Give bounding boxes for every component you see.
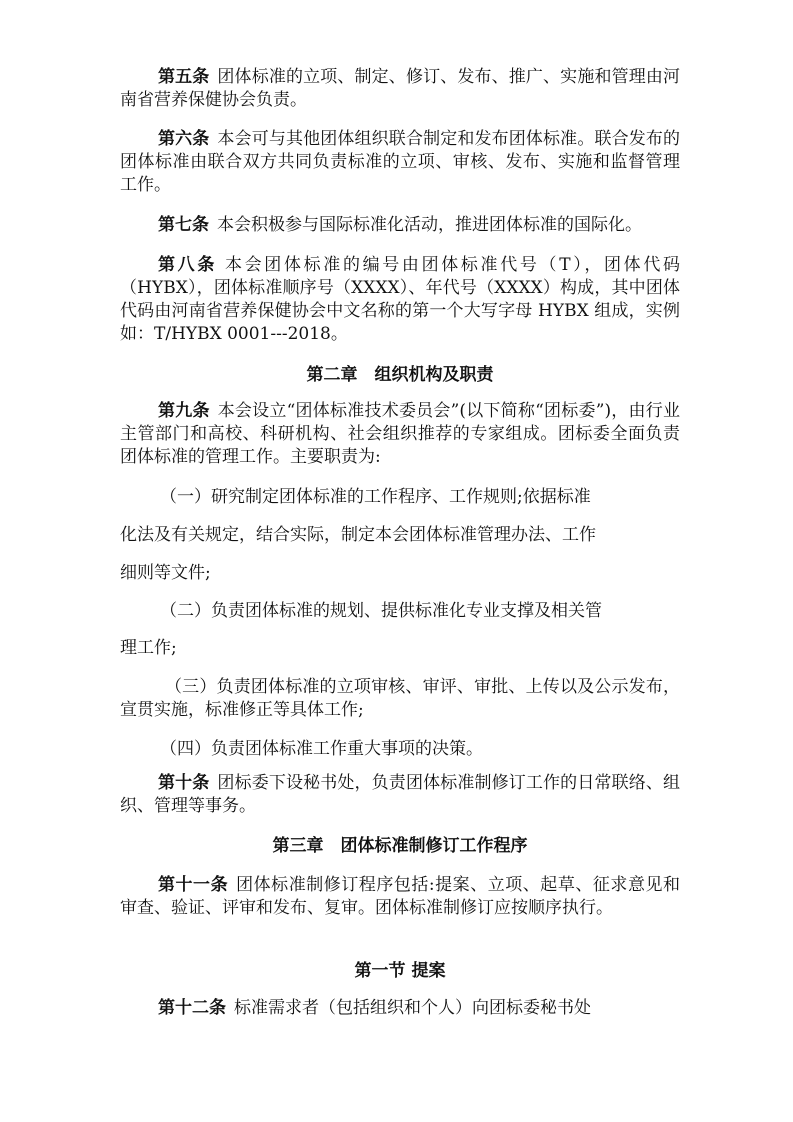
- article-label: 第八条: [158, 255, 217, 275]
- article-label: 第五条: [158, 67, 210, 87]
- article-text: 团体标准制修订程序包括:提案、立项、起草、征求意见和审查、验证、评审和发布、复审。团体标准制修订应按顺序执行。: [120, 875, 680, 918]
- duty-1-line-1: （一）研究制定团体标准的工作程序、工作规则;依据标准: [160, 487, 591, 507]
- article-7: [120, 214, 680, 237]
- duty-3: （三）负责团体标准的立项审核、审评、审批、上传以及公示发布，宣贯实施，标准修正等具体工作;: [120, 677, 680, 720]
- duty-4: （四）负责团体标准工作重大事项的决策。: [160, 739, 483, 759]
- chapter-3-heading: 第三章 团体标准制修订工作程序: [272, 836, 528, 856]
- article-11: [120, 874, 680, 920]
- duty-2-line-1: （二）负责团体标准的规划、提供标准化专业支撑及相关管: [160, 601, 602, 621]
- article-5: [120, 66, 680, 112]
- article-12: [120, 997, 680, 1020]
- article-10: [120, 772, 680, 818]
- chapter-2-heading: 第二章 组织机构及职责: [306, 365, 494, 385]
- article-label: 第十条: [158, 773, 210, 793]
- duty-1-line-3: 细则等文件;: [120, 563, 211, 583]
- duty-1-line-2: 化法及有关规定，结合实际，制定本会团体标准管理办法、工作: [120, 525, 596, 545]
- article-label: 第六条: [158, 129, 210, 149]
- article-text: 本会设立“团体标准技术委员会”(以下简称“团标委”)，由行业主管部门和高校、科研机构、社会组织推荐的专家组成。团标委全面负责团体标准的管理工作。主要职责为:: [120, 401, 681, 467]
- article-label: 第十一条: [158, 875, 229, 895]
- article-text: 本会团体标准的编号由团体标准代号（T），团体代码（HYBX），团体标准顺序号（XXXX）、年代号（XXXX）构成，其中团体代码由河南省营养保健协会中文名称的第一个大写字母 HYBX 组成，实例如：T/HYBX 0001---2018。: [120, 255, 680, 344]
- section-1-heading: 第一节 提案: [354, 961, 446, 981]
- article-6: [120, 128, 680, 197]
- article-label: 第九条: [158, 401, 210, 421]
- article-text: 本会可与其他团体组织联合制定和发布团体标准。联合发布的团体标准由联合双方共同负责标准的立项、审核、发布、实施和监督管理工作。: [120, 129, 681, 195]
- article-label: 第十二条: [158, 998, 226, 1018]
- article-label: 第七条: [158, 215, 209, 235]
- article-8: [120, 254, 680, 346]
- article-9: [120, 400, 680, 469]
- article-text: 团体标准的立项、制定、修订、发布、推广、实施和管理由河南省营养保健协会负责。: [120, 67, 681, 110]
- article-text: 本会积极参与国际标准化活动，推进团体标准的国际化。: [217, 215, 642, 235]
- article-text: 标准需求者（包括组织和个人）向团标委秘书处: [234, 998, 591, 1018]
- duty-2-line-2: 理工作;: [120, 638, 177, 658]
- article-text: 团标委下设秘书处，负责团体标准制修订工作的日常联络、组织、管理等事务。: [120, 773, 681, 816]
